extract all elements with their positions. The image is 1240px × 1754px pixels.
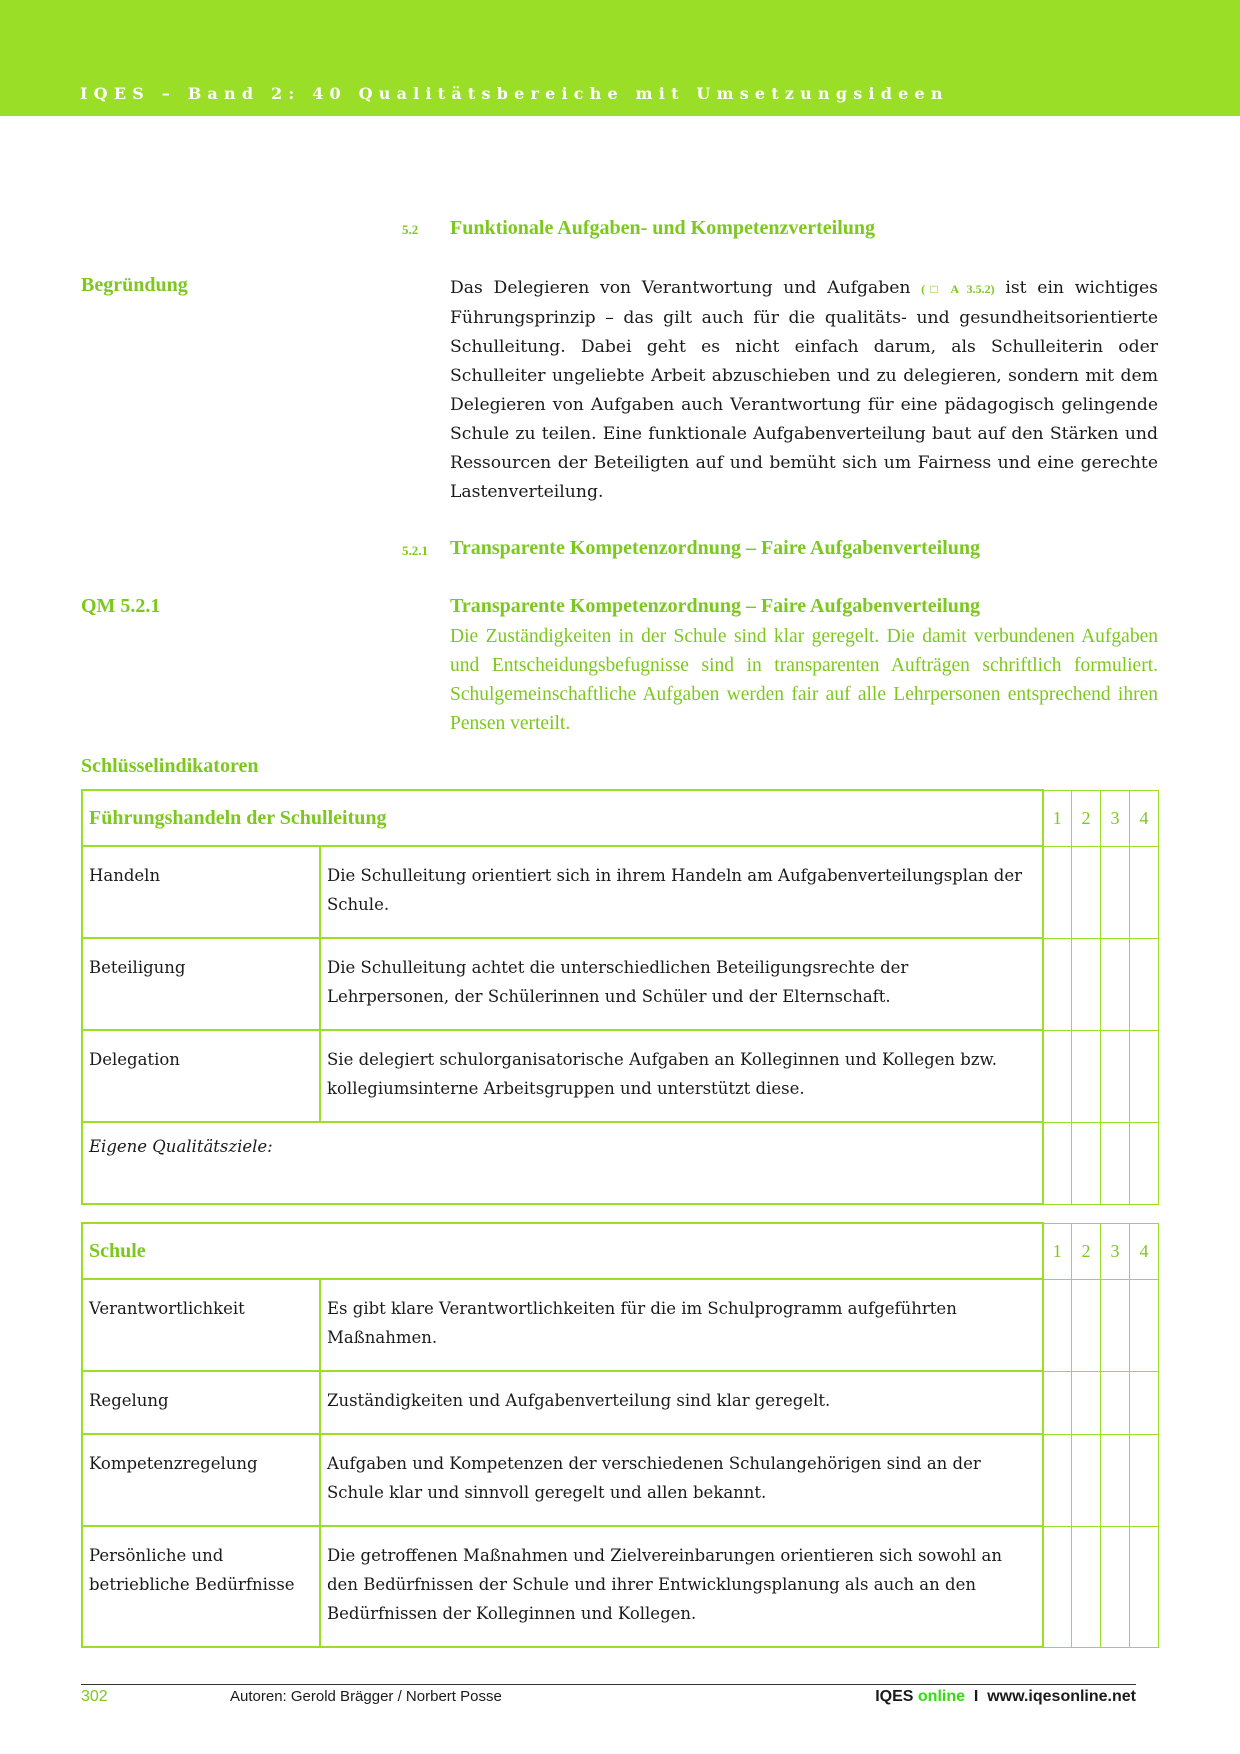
cross-reference-link[interactable]: (□ A 3.5.2) [921, 282, 995, 296]
scale-1: 1 [1043, 1223, 1072, 1279]
footer-authors: Autoren: Gerold Brägger / Norbert Posse [230, 1688, 502, 1705]
begruendung-label: Begründung [81, 274, 188, 296]
footer-brand [875, 1688, 1136, 1706]
rating-cell-1[interactable] [1043, 1030, 1072, 1122]
rating-cell-4[interactable] [1130, 1279, 1159, 1371]
footer-url-link[interactable]: www.iqesonline.net [987, 1688, 1136, 1705]
rating-cell-4[interactable] [1130, 1371, 1159, 1434]
rating-cell-3[interactable] [1101, 1122, 1130, 1204]
subsection-number: 5.2.1 [402, 543, 428, 558]
indicator-label: Delegation [82, 1030, 320, 1122]
rating-cell-3[interactable] [1101, 1371, 1130, 1434]
indicator-text: Die getroffenen Maßnahmen und Zielvereinbarungen orientieren sich sowohl an den Bedürfnissen der Schule und ihrer Entwicklungsplanung als auch an den Bedürfnissen der Kolleginnen und Kollegen. [320, 1526, 1043, 1647]
indicator-table-school [81, 1222, 1159, 1648]
table-row [82, 1526, 1159, 1647]
rating-cell-1[interactable] [1043, 1526, 1072, 1647]
rating-cell-1[interactable] [1043, 1371, 1072, 1434]
table-row [82, 1434, 1159, 1526]
indicator-text: Die Schulleitung achtet die unterschiedlichen Beteiligungsrechte der Lehrpersonen, der Schülerinnen und Schüler und der Elternschaft. [320, 938, 1043, 1030]
table-row [82, 846, 1159, 938]
rating-cell-2[interactable] [1072, 1030, 1101, 1122]
rating-cell-4[interactable] [1130, 1122, 1159, 1204]
indicator-text: Es gibt klare Verantwortlichkeiten für die im Schulprogramm aufgeführten Maßnahmen. [320, 1279, 1043, 1371]
rating-cell-1[interactable] [1043, 1122, 1072, 1204]
indicator-label: Persönliche und betriebliche Bedürfnisse [82, 1526, 320, 1647]
table-row [82, 1371, 1159, 1434]
rating-cell-3[interactable] [1101, 1526, 1130, 1647]
rating-cell-3[interactable] [1101, 1030, 1130, 1122]
rating-cell-2[interactable] [1072, 846, 1101, 938]
rating-cell-4[interactable] [1130, 1526, 1159, 1647]
rating-cell-2[interactable] [1072, 1526, 1101, 1647]
indicator-table-leadership [81, 789, 1159, 1205]
indicator-label: Kompetenzregelung [82, 1434, 320, 1526]
table-row [82, 938, 1159, 1030]
table-row [82, 1279, 1159, 1371]
scale-3: 3 [1101, 1223, 1130, 1279]
table-row [82, 1030, 1159, 1122]
rating-cell-4[interactable] [1130, 846, 1159, 938]
scale-2: 2 [1072, 1223, 1101, 1279]
begruendung-text [450, 274, 1158, 507]
indicators-label: Schlüsselindikatoren [81, 755, 259, 777]
rating-cell-4[interactable] [1130, 1030, 1159, 1122]
rating-cell-3[interactable] [1101, 846, 1130, 938]
rating-cell-4[interactable] [1130, 1434, 1159, 1526]
brand-online: online [917, 1688, 965, 1705]
rating-cell-2[interactable] [1072, 1279, 1101, 1371]
indicator-text: Zuständigkeiten und Aufgabenverteilung sind klar geregelt. [320, 1371, 1043, 1434]
scale-1: 1 [1043, 790, 1072, 846]
rating-cell-4[interactable] [1130, 938, 1159, 1030]
rating-cell-1[interactable] [1043, 846, 1072, 938]
brand-iqes: IQES [875, 1688, 914, 1705]
table-header-row [82, 1223, 1159, 1279]
rating-cell-2[interactable] [1072, 1371, 1101, 1434]
table-title: Führungshandeln der Schulleitung [82, 790, 1043, 846]
begruendung-text-part2: ist ein wichtiges Führungsprinzip – das gilt auch für die qualitäts- und gesundheitsorientierte Schulleitung. Dabei geht es nicht einfach darum, als Schulleiterin oder Schulleiter ungeliebte Arbeit abzuschieben und zu delegieren, sondern mit dem Delegieren von Aufgaben auch Verantwortung für eine pädagogisch gelingende Schule zu teilen. Eine funktionale Aufgabenverteilung baut auf den Stärken und Ressourcen der Beteiligten auf und bemüht sich um Fairness und eine gerechte Lastenverteilung. [450, 278, 1159, 502]
subsection-title: Transparente Kompetenzordnung – Faire Aufgabenverteilung [450, 537, 980, 559]
rating-cell-2[interactable] [1072, 1434, 1101, 1526]
rating-cell-1[interactable] [1043, 938, 1072, 1030]
indicator-text: Sie delegiert schulorganisatorische Aufgaben an Kolleginnen und Kollegen bzw. kollegiumsinterne Arbeitsgruppen und unterstützt diese. [320, 1030, 1043, 1122]
section-number: 5.2 [402, 222, 419, 237]
qm-title: Transparente Kompetenzordnung – Faire Aufgabenverteilung [450, 595, 980, 617]
rating-cell-2[interactable] [1072, 938, 1101, 1030]
header-title: IQES – Band 2: 40 Qualitätsbereiche mit Umsetzungsideen [80, 84, 949, 103]
indicator-text: Aufgaben und Kompetenzen der verschiedenen Schulangehörigen sind an der Schule klar und sinnvoll geregelt und allen bekannt. [320, 1434, 1043, 1526]
begruendung-text-part1: Das Delegieren von Verantwortung und Aufgaben [450, 278, 922, 298]
scale-4: 4 [1130, 790, 1159, 846]
qm-label: QM 5.2.1 [81, 595, 161, 617]
rating-cell-3[interactable] [1101, 1279, 1130, 1371]
rating-cell-1[interactable] [1043, 1279, 1072, 1371]
rating-cell-1[interactable] [1043, 1434, 1072, 1526]
scale-3: 3 [1101, 790, 1130, 846]
scale-2: 2 [1072, 790, 1101, 846]
scale-4: 4 [1130, 1223, 1159, 1279]
page-number: 302 [81, 1688, 108, 1705]
indicator-label: Verantwortlichkeit [82, 1279, 320, 1371]
rating-cell-2[interactable] [1072, 1122, 1101, 1204]
own-goals-row [82, 1122, 1159, 1204]
own-goals-field[interactable]: Eigene Qualitätsziele: [82, 1122, 1043, 1204]
indicator-label: Beteiligung [82, 938, 320, 1030]
brand-separator: I [973, 1688, 979, 1705]
footer-divider [81, 1684, 1136, 1685]
indicator-text: Die Schulleitung orientiert sich in ihrem Handeln am Aufgabenverteilungsplan der Schule. [320, 846, 1043, 938]
rating-cell-3[interactable] [1101, 938, 1130, 1030]
indicator-label: Regelung [82, 1371, 320, 1434]
table-header-row [82, 790, 1159, 846]
rating-cell-3[interactable] [1101, 1434, 1130, 1526]
header-bar [0, 0, 1240, 116]
indicator-label: Handeln [82, 846, 320, 938]
table-title: Schule [82, 1223, 1043, 1279]
qm-text: Die Zuständigkeiten in der Schule sind klar geregelt. Die damit verbundenen Aufgaben und Entscheidungsbefugnisse sind in transparenten Aufträgen schriftlich formuliert. Schulgemeinschaftliche Aufgaben werden fair auf alle Lehrpersonen entsprechend ihren Pensen verteilt. [450, 626, 1158, 734]
section-title: Funktionale Aufgaben- und Kompetenzverteilung [450, 217, 876, 239]
